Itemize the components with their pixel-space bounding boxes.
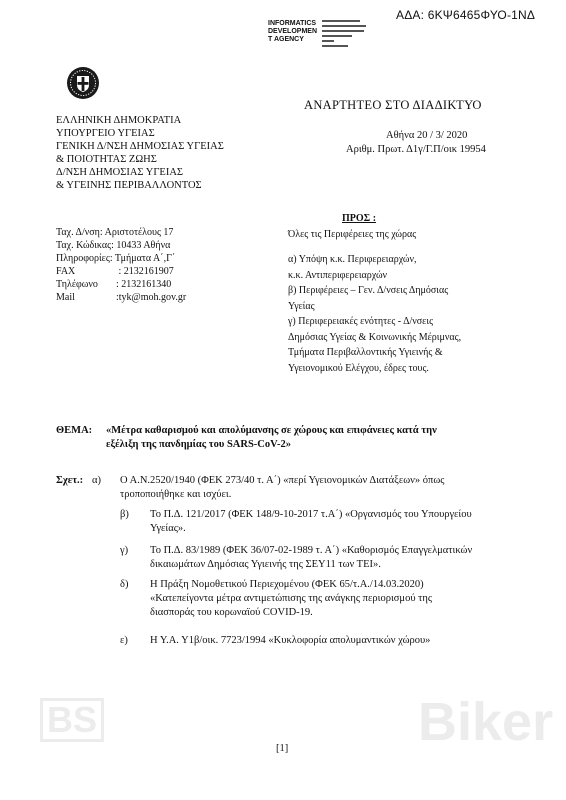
ref-line: Ο Α.Ν.2520/1940 (ΦΕΚ 273/40 τ. Α΄) «περί Υγειονομικών Διατάξεων» όπως	[120, 475, 445, 486]
subject-label: ΘΕΜΑ:	[56, 425, 93, 436]
contact-label: Πληροφορίες:	[56, 253, 113, 264]
recipients-list	[288, 252, 461, 376]
contact-value: :tyk@moh.gov.gr	[116, 292, 187, 303]
contact-row	[56, 265, 186, 278]
ref-line: διασποράς του κορωναϊού COVID-19.	[150, 607, 313, 618]
ida-logo-line: INFORMATICS	[268, 20, 317, 27]
recipient-line: Τμήματα Περιβαλλοντικής Υγιεινής &	[288, 347, 443, 358]
sender-line: & ΥΓΕΙΝΗΣ ΠΕΡΙΒΑΛΛΟΝΤΟΣ	[56, 180, 202, 191]
ref-line: Η Υ.Α. Υ1β/οικ. 7723/1994 «Κυκλοφορία απολυμαντικών χώρου»	[150, 635, 431, 646]
sender-line: ΓΕΝΙΚΗ Δ/ΝΣΗ ΔΗΜΟΣΙΑΣ ΥΓΕΙΑΣ	[56, 141, 224, 152]
ref-line: δικαιωμάτων Δημόσιας Υγιεινής της ΣΕΥ11 των ΤΕΙ».	[150, 559, 381, 570]
ida-logo	[268, 20, 317, 44]
recipients-heading: ΠΡΟΣ :	[342, 213, 377, 224]
ida-logo-line: T AGENCY	[268, 36, 304, 43]
protocol-line: Αριθμ. Πρωτ. Δ1γ/Γ.Π/οικ 19954	[346, 144, 486, 155]
contact-value: 10433 Αθήνα	[116, 240, 171, 251]
coat-of-arms-icon	[66, 66, 100, 100]
ref-text	[150, 544, 472, 572]
contact-row	[56, 239, 186, 252]
ref-text	[150, 578, 432, 620]
contact-row	[56, 252, 186, 265]
contact-value: Τμήματα Α΄,Γ΄	[114, 253, 176, 264]
ref-line: Υγείας».	[150, 523, 186, 534]
ref-line: τροποποιήθηκε και ισχύει.	[120, 489, 232, 500]
recipient-line: Υγείας	[288, 300, 315, 312]
ref-line: Η Πράξη Νομοθετικού Περιεχομένου (ΦΕΚ 65/τ.Α./14.03.2020)	[150, 579, 424, 590]
ref-letter: β)	[120, 509, 129, 520]
page-number: [1]	[276, 743, 289, 754]
contact-label: Τηλέφωνο	[56, 279, 98, 290]
subject-line: εξέλιξη της πανδημίας του SARS-CoV-2»	[106, 439, 291, 450]
recipient-line: β) Περιφέρειες – Γεν. Δ/νσεις Δημόσιας	[288, 285, 449, 296]
contact-label: Mail	[56, 292, 75, 303]
recipient-line: α) Υπόψη κ.κ. Περιφερειαρχών,	[288, 254, 417, 265]
contact-label: FAX	[56, 266, 76, 277]
date-line: Αθήνα 20 / 3/ 2020	[386, 130, 468, 141]
recipient-line: γ) Περιφερειακές ενότητες - Δ/νσεις	[288, 316, 434, 327]
sender-block	[56, 114, 224, 192]
subject-line: «Μέτρα καθαρισμού και απολύμανσης σε χώρους και επιφάνειες κατά την	[106, 425, 437, 436]
sender-line: Δ/ΝΣΗ ΔΗΜΟΣΙΑΣ ΥΓΕΙΑΣ	[56, 167, 184, 178]
ref-text	[120, 474, 444, 502]
ref-line: Το Π.Δ. 83/1989 (ΦΕΚ 36/07-02-1989 τ. Α΄) «Καθορισμός Επαγγελματικών	[150, 545, 473, 556]
recipient-line: κ.κ. Αντιπεριφερειαρχών	[288, 269, 388, 281]
recipient-line: Υγειονομικού Ελέγχου, έδρες τους.	[288, 362, 429, 374]
contact-row	[56, 226, 186, 239]
digital-signature-stamp	[322, 19, 382, 49]
ada-code: ΑΔΑ: 6ΚΨ6465ΦΥΟ-1ΝΔ	[396, 8, 536, 22]
watermark-biker: Biker	[418, 692, 554, 752]
sender-line: ΥΠΟΥΡΓΕΙΟ ΥΓΕΙΑΣ	[56, 128, 155, 139]
ref-line: «Κατεπείγοντα μέτρα αντιμετώπισης της ανάγκης περιορισμού της	[150, 593, 433, 604]
ref-letter: α)	[92, 475, 101, 486]
contact-label: Ταχ. Κώδικας:	[56, 240, 114, 251]
contact-block	[56, 226, 186, 304]
ref-line: Το Π.Δ. 121/2017 (ΦΕΚ 148/9-10-2017 τ.Α΄) «Οργανισμός του Υπουργείου	[150, 509, 472, 520]
contact-row	[56, 291, 186, 304]
ref-letter: ε)	[120, 635, 128, 646]
ref-text	[150, 634, 430, 648]
ref-letter: γ)	[120, 545, 129, 556]
contact-value: Αριστοτέλους 17	[104, 227, 174, 238]
sender-line: ΕΛΛΗΝΙΚΗ ΔΗΜΟΚΡΑΤΙΑ	[56, 115, 182, 126]
ida-logo-line: DEVELOPMEN	[268, 28, 318, 35]
contact-row	[56, 278, 186, 291]
contact-value: : 2132161340	[116, 279, 172, 290]
watermark-bs: BS	[40, 698, 104, 742]
recipients-line: Όλες τις Περιφέρειες της χώρας	[288, 229, 417, 240]
contact-value: : 2132161907	[118, 266, 174, 277]
ref-letter: δ)	[120, 579, 129, 590]
recipient-line: Δημόσιας Υγείας & Κοινωνικής Μέριμνας,	[288, 331, 462, 343]
sender-line: & ΠΟΙΟΤΗΤΑΣ ΖΩΗΣ	[56, 154, 157, 165]
document-title: ΑΝΑΡΤΗΤΕΟ ΣΤΟ ΔΙΑΔΙΚΤΥΟ	[304, 98, 482, 112]
ref-text	[150, 508, 472, 536]
contact-label: Ταχ. Δ/νση:	[56, 227, 103, 238]
refs-label: Σχετ.:	[56, 475, 84, 486]
